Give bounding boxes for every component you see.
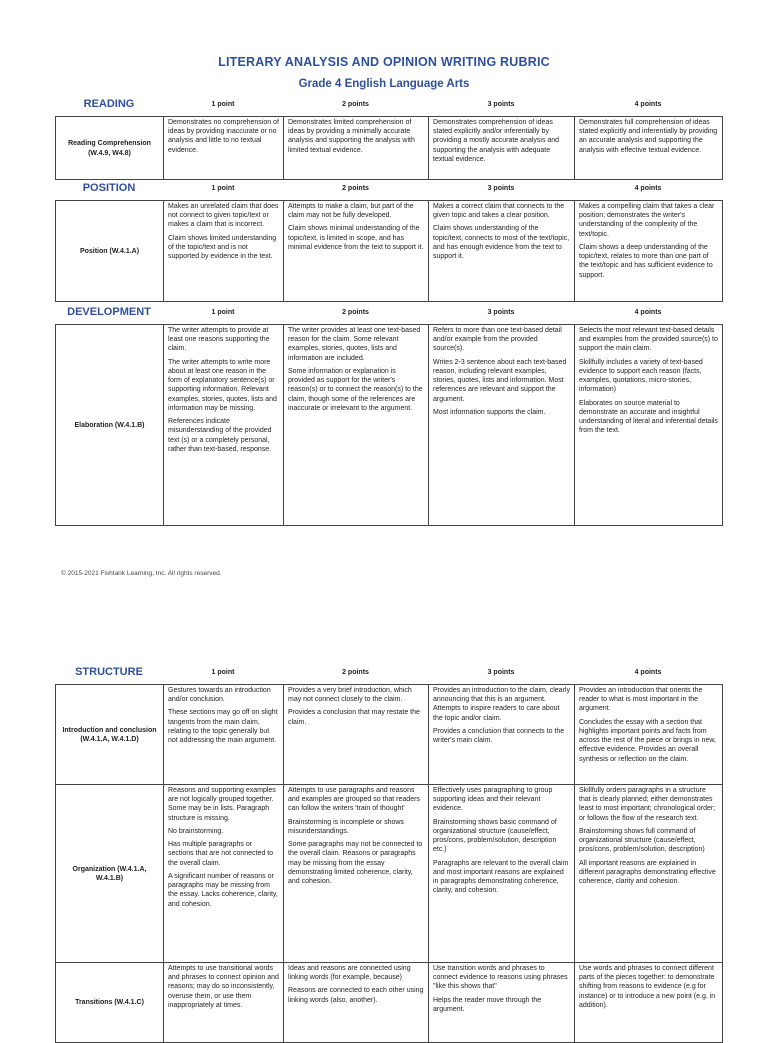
points-header: 2 points [342, 669, 369, 676]
descriptor-text: Use words and phrases to connect different parts of the pieces together: to demonstrate shifting from reasons to evidence (e.g for instance) or to introduce a new point (e.g. in addition). [579, 965, 716, 1009]
points-header: 1 point [211, 101, 235, 108]
descriptor-cell [284, 963, 429, 1043]
rubric-table [55, 324, 723, 526]
descriptor-cell [575, 117, 723, 180]
section-header [55, 306, 722, 324]
descriptor-text: Provides an introduction to the claim, clearly announcing that this is an argument. Attempts to inspire readers to care about the topic and/or claim. [433, 687, 570, 722]
page-subtitle: Grade 4 English Language Arts [298, 78, 470, 90]
descriptor-cell [284, 201, 429, 302]
descriptor-text: Paragraphs are relevant to the overall claim and most important reasons are explained in paragraphs demonstrating coherence, clarity, and cohesion. [433, 859, 569, 895]
descriptor-text: Ideas and reasons are connected using linking words (for example, because) [288, 965, 411, 982]
descriptor-text: A significant number of reasons or paragraphs may be missing from the essay. Lacks coherence, clarity, and cohesion. [168, 872, 278, 908]
descriptor-text: Effectively uses paragraphing to group supporting ideas and their relevant evidence. [433, 787, 553, 813]
descriptor-text: Makes a compelling claim that takes a clear position; demonstrates the writer's understanding of the complexity of the text/topic. [579, 203, 715, 238]
descriptor-text: Concludes the essay with a section that highlights important points and facts from across the rest of the piece or brings in new, effective evidence. Provides an overall synthesis or reflection on the claim. [579, 718, 716, 763]
descriptor-text: Makes an unrelated claim that does not connect to given topic/text or makes a claim that is incorrect. [168, 203, 279, 229]
table-row [56, 325, 723, 526]
descriptor-cell [429, 117, 575, 180]
descriptor-cell [164, 785, 284, 963]
copyright-notice: © 2015-2021 Fishtank Learning, Inc. All rights reserved. [61, 570, 222, 577]
points-header: 4 points [634, 101, 662, 108]
points-header: 3 points [487, 185, 515, 192]
points-header: 4 points [634, 185, 662, 192]
points-header: 3 points [487, 669, 515, 676]
section-title: READING [83, 98, 135, 110]
page-title: LITERARY ANALYSIS AND OPINION WRITING RUBRIC [218, 55, 550, 69]
descriptor-text: Brainstorming is incomplete or shows misunderstandings. [288, 818, 404, 835]
descriptor-text: Attempts to use paragraphs and reasons and examples are grouped so that readers can follow the writers 'train of thought' [288, 787, 420, 813]
descriptor-text: Elaborates on source material to demonstrate an accurate and insightful understanding of literal and inferential details from the text. [579, 399, 718, 435]
section-structure [55, 666, 722, 1043]
table-row [56, 685, 723, 785]
descriptor-cell [429, 685, 575, 785]
descriptor-cell [164, 325, 284, 526]
descriptor-cell [429, 325, 575, 526]
descriptor-text: Provides a conclusion that connects to the writer's main claim. [433, 727, 565, 745]
points-header: 2 points [342, 101, 369, 108]
descriptor-text: Skillfully includes a variety of text-based evidence to support each reason (facts, examples, quotations, micro-stories, information) [579, 358, 703, 394]
descriptor-text: These sections may go off on slight tangents from the main claim, relating to the topic generally but not addressing the main argument. [168, 709, 278, 745]
descriptor-text: Demonstrates no comprehension of ideas by providing inaccurate or no analysis and little to no textual evidence. [168, 119, 279, 154]
rubric-table [55, 116, 723, 180]
section-title: POSITION [82, 182, 136, 194]
descriptor-text: Reasons and supporting examples are not logically grouped together. Some may be in lists. Paragraph structure is missing. [168, 787, 276, 822]
descriptor-cell [284, 685, 429, 785]
points-header: 4 points [634, 309, 662, 316]
descriptor-cell [429, 201, 575, 302]
points-header: 3 points [487, 309, 515, 316]
points-header: 2 points [342, 185, 369, 192]
descriptor-text: Demonstrates comprehension of ideas stated explicitly and/or inferentially by providing a mostly accurate analysis and supporting the analysis with adequate textual evidence. [433, 119, 560, 163]
descriptor-text: Claim shows minimal understanding of the topic/text, is limited in scope, and has minimal evidence from the text to support it. [288, 225, 424, 251]
descriptor-text: Use transition words and phrases to connect evidence to reasons using phrases "like this shows that" [433, 965, 568, 991]
descriptor-text: Demonstrates full comprehension of ideas stated explicitly and inferentially by providing an accurate analysis and supporting the analysis with effective textual evidence. [579, 119, 718, 154]
section-header [55, 98, 722, 116]
table-row [56, 785, 723, 963]
descriptor-cell [284, 785, 429, 963]
descriptor-text: The writer attempts to provide at least one reasons supporting the claim. [168, 327, 270, 353]
descriptor-text: Claim shows limited understanding of the topic/text and is not supported by evidence in the text. [168, 234, 277, 261]
points-header: 1 point [211, 309, 235, 316]
descriptor-text: Some information or explanation is provided as support for the writer's reason(s) or to connect the reason(s) to the claim, though some of the references are inaccurate or irrelevant to the argument. [288, 367, 423, 412]
descriptor-text: Selects the most relevant text-based details and examples from the provided source(s) to support the main claim. [579, 327, 718, 353]
descriptor-text: Has multiple paragraphs or sections that are not connected to the overall claim. [168, 841, 274, 867]
descriptor-cell [575, 963, 723, 1043]
descriptor-cell [284, 117, 429, 180]
points-header: 1 point [211, 185, 235, 192]
descriptor-text: Some paragraphs may not be connected to the overall claim. Reasons or paragraphs may be missing from the essay demonstrating limited coherence, clarity, and cohesion. [288, 841, 423, 886]
table-row [56, 201, 723, 302]
descriptor-text: Gestures towards an introduction and/or conclusion. [168, 687, 271, 704]
points-header: 2 points [342, 309, 369, 316]
criterion-cell: Transitions (W.4.1.C) [56, 963, 164, 1043]
descriptor-text: The writer attempts to write more about at least one reason in the form of explanatory sentence(s) or supporting information. Relevant examples, stories, quotes, lists and information may be missing. [168, 358, 277, 412]
descriptor-cell [429, 785, 575, 963]
section-reading [55, 98, 722, 180]
points-header: 1 point [211, 669, 235, 676]
descriptor-text: Brainstorming shows full command of organizational structure (cause/effect, pros/cons, problem/solution, description) [579, 827, 705, 854]
table-row [56, 963, 723, 1043]
section-header [55, 666, 722, 684]
descriptor-text: Attempts to make a claim, but part of the claim may not be fully developed. [288, 203, 414, 220]
descriptor-text: Attempts to use transitional words and phrases to connect opinion and reasons; may do so inconsistently, overuse them, or use them inappropriately at times. [168, 965, 279, 1009]
criterion-cell: Reading Comprehension (W.4.9, W4.8) [56, 117, 164, 180]
descriptor-text: No brainstorming. [168, 827, 224, 835]
descriptor-text: Writes 2-3 sentence about each text-based reason, including relevant examples, stories, quotes, lists and information. Most references are relevant and support the argument. [433, 358, 567, 403]
descriptor-cell [429, 963, 575, 1043]
descriptor-cell [575, 785, 723, 963]
descriptor-text: Most information supports the claim. [433, 408, 546, 416]
descriptor-text: Brainstorming shows basic command of organizational structure (cause/effect, pros/cons, problem/solution, description etc.) [433, 818, 557, 854]
section-header [55, 182, 722, 200]
criterion-cell: Position (W.4.1.A) [56, 201, 164, 302]
rubric-table [55, 684, 723, 1043]
table-row [56, 117, 723, 180]
descriptor-cell [164, 685, 284, 785]
rubric-table [55, 200, 723, 302]
descriptor-text: The writer provides at least one text-based reason for the claim. Some relevant examples, stories, quotes, lists and information are included. [288, 327, 421, 362]
section-title: DEVELOPMENT [67, 306, 151, 318]
descriptor-text: Reasons are connected to each other using linking words (also, another). [288, 987, 424, 1004]
criterion-cell: Elaboration (W.4.1.B) [56, 325, 164, 526]
descriptor-text: Makes a correct claim that connects to the given topic and takes a clear position. [433, 203, 565, 220]
descriptor-text: Demonstrates limited comprehension of ideas by providing a minimally accurate analysis and supporting the analysis with limited textual evidence. [288, 119, 415, 154]
descriptor-cell [164, 117, 284, 180]
descriptor-text: All important reasons are explained in different paragraphs demonstrating effective coherence, clarity and cohesion. [579, 859, 716, 886]
descriptor-text: Skillfully orders paragraphs in a structure that is clearly planned; either demonstrates least to most important; chronological order; or follows the flow of the research text. [579, 787, 716, 822]
descriptor-cell [575, 201, 723, 302]
descriptor-cell [575, 325, 723, 526]
descriptor-cell [164, 963, 284, 1043]
descriptor-text: Provides a conclusion that may restate the claim. [288, 709, 420, 726]
criterion-cell: Introduction and conclusion (W.4.1.A, W.4.1.D) [56, 685, 164, 785]
descriptor-text: Claim shows a deep understanding of the topic/text, relates to more than one part of the text/topic and has sufficient evidence to support. [579, 243, 713, 279]
criterion-cell: Organization (W.4.1.A, W.4.1.B) [56, 785, 164, 963]
points-header: 4 points [634, 669, 662, 676]
section-position [55, 182, 722, 302]
section-title: STRUCTURE [75, 666, 143, 678]
descriptor-text: References indicate misunderstanding of the provided text (s) or a completely personal, rather than text-based, response. [168, 418, 272, 453]
descriptor-cell [284, 325, 429, 526]
descriptor-cell [575, 685, 723, 785]
descriptor-text: Refers to more than one text-based detail and/or example from the provided source(s). [433, 327, 562, 353]
descriptor-text: Helps the reader move through the argument. [433, 996, 542, 1013]
descriptor-text: Claim shows understanding of the topic/text, connects to most of the text/topic, and has enough evidence from the text to support it. [433, 225, 570, 261]
descriptor-text: Provides an introduction that orients the reader to what is most important in the argument. [579, 687, 703, 713]
descriptor-cell [164, 201, 284, 302]
descriptor-text: Provides a very brief introduction, which may not connect closely to the claim. [288, 687, 412, 704]
points-header: 3 points [487, 101, 515, 108]
section-development [55, 306, 722, 526]
